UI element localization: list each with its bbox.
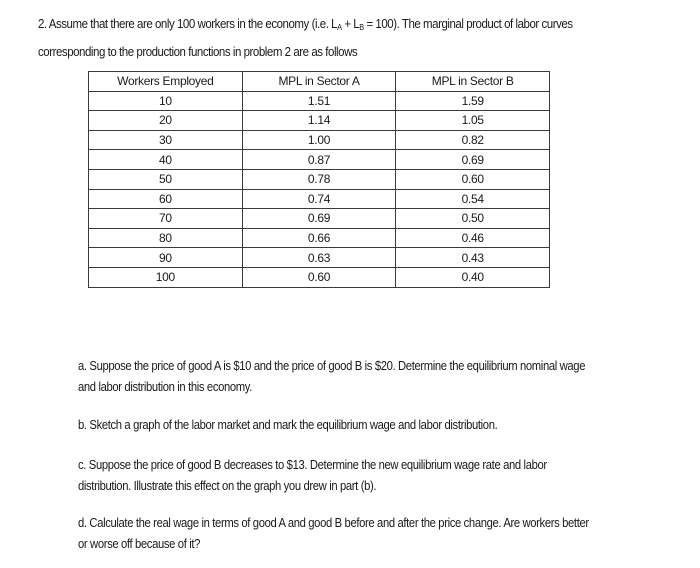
cell-mpl-b: 1.05 (396, 111, 550, 131)
cell-mpl-b: 0.82 (396, 130, 550, 150)
table-row (89, 169, 550, 189)
question-a (78, 356, 585, 398)
cell-mpl-a: 0.87 (242, 150, 396, 170)
cell-mpl-a: 0.63 (242, 248, 396, 268)
cell-mpl-a: 1.51 (242, 91, 396, 111)
cell-mpl-b: 0.46 (396, 228, 550, 248)
header-mpl-sector-b: MPL in Sector B (396, 72, 550, 92)
problem-statement (38, 12, 636, 64)
subscript-b: B (359, 23, 364, 32)
cell-workers: 70 (89, 209, 243, 229)
cell-mpl-b: 0.43 (396, 248, 550, 268)
mpl-table (88, 71, 550, 288)
table-row (89, 189, 550, 209)
cell-workers: 40 (89, 150, 243, 170)
cell-mpl-a: 0.60 (242, 267, 396, 287)
cell-mpl-b: 0.50 (396, 209, 550, 229)
header-mpl-sector-a: MPL in Sector A (242, 72, 396, 92)
table-row (89, 209, 550, 229)
cell-workers: 20 (89, 111, 243, 131)
question-c-line-2: distribution. Illustrate this effect on the graph you drew in part (b). (78, 479, 377, 493)
problem-statement-line-1 (38, 12, 636, 40)
subscript-a: A (337, 23, 342, 32)
question-b (78, 415, 497, 436)
question-a-line-2: and labor distribution in this economy. (78, 380, 252, 394)
question-d-line-1: d. Calculate the real wage in terms of good A and good B before and after the price change. Are workers better (78, 516, 589, 530)
question-c-line-1: c. Suppose the price of good B decreases to $13. Determine the new equilibrium wage rate and labor (78, 458, 547, 472)
cell-mpl-b: 0.54 (396, 189, 550, 209)
question-d (78, 513, 589, 555)
cell-mpl-a: 0.69 (242, 209, 396, 229)
cell-mpl-b: 0.60 (396, 169, 550, 189)
cell-workers: 80 (89, 228, 243, 248)
cell-workers: 60 (89, 189, 243, 209)
cell-mpl-a: 0.66 (242, 228, 396, 248)
table-row (89, 248, 550, 268)
cell-mpl-a: 1.00 (242, 130, 396, 150)
cell-workers: 100 (89, 267, 243, 287)
table-row (89, 130, 550, 150)
cell-mpl-b: 0.40 (396, 267, 550, 287)
cell-mpl-b: 1.59 (396, 91, 550, 111)
cell-workers: 30 (89, 130, 243, 150)
question-d-line-2: or worse off because of it? (78, 537, 201, 551)
table-row (89, 267, 550, 287)
question-b-line-1: b. Sketch a graph of the labor market and mark the equilibrium wage and labor distribution. (78, 418, 498, 432)
table-row (89, 228, 550, 248)
cell-mpl-a: 0.74 (242, 189, 396, 209)
intro-text-part-2: + L (341, 17, 360, 31)
intro-text-part-3: = 100). The marginal product of labor curves (363, 17, 573, 31)
table-row (89, 111, 550, 131)
cell-mpl-a: 0.78 (242, 169, 396, 189)
cell-workers: 50 (89, 169, 243, 189)
header-workers-employed: Workers Employed (89, 72, 243, 92)
problem-statement-line-2: corresponding to the production functions in problem 2 are as follows (38, 45, 358, 59)
cell-workers: 10 (89, 91, 243, 111)
cell-mpl-a: 1.14 (242, 111, 396, 131)
table-header-row (89, 72, 550, 92)
question-a-line-1: a. Suppose the price of good A is $10 and the price of good B is $20. Determine the equilibrium nominal wage (78, 359, 586, 373)
intro-text-part-1: 2. Assume that there are only 100 workers in the economy (i.e. L (38, 17, 338, 31)
table-row (89, 91, 550, 111)
table-row (89, 150, 550, 170)
question-c (78, 455, 547, 497)
cell-workers: 90 (89, 248, 243, 268)
cell-mpl-b: 0.69 (396, 150, 550, 170)
